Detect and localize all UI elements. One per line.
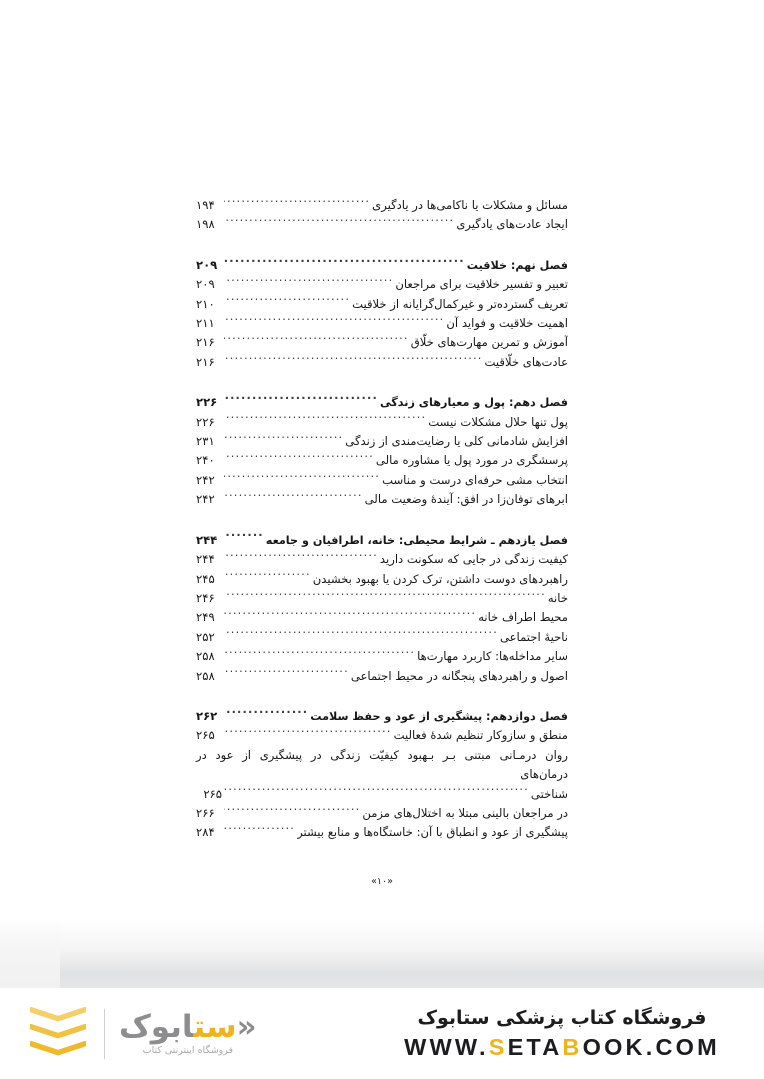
url-segment: ETA bbox=[507, 1034, 563, 1061]
toc-leader-dots bbox=[224, 649, 415, 661]
toc-entry-title: تعریف گسترده‌تر و غیرکمال‌گرایانه از خلاقیت bbox=[352, 296, 568, 311]
toc-entry[interactable] bbox=[196, 413, 568, 432]
toc-page-number: ۲۵۲ bbox=[196, 629, 215, 644]
toc-leader-dots bbox=[224, 610, 476, 622]
toc-group-spacer bbox=[196, 510, 568, 531]
wordmark-letter: ا bbox=[181, 1008, 194, 1045]
toc-entry[interactable] bbox=[196, 647, 568, 666]
toc-page-number: ۱۹۸ bbox=[196, 217, 215, 232]
toc-page-number: ۲۴۴ bbox=[196, 532, 218, 547]
guillemet-icon: « bbox=[236, 1008, 257, 1045]
page-bottom-shadow bbox=[0, 918, 764, 988]
toc-entry-title: اهمیت خلاقیت و فواید آن bbox=[446, 316, 568, 331]
toc-leader-dots bbox=[224, 825, 295, 837]
toc-entry[interactable] bbox=[196, 490, 568, 509]
toc-entry-title: پرسشگری در مورد پول یا مشاوره مالی bbox=[375, 453, 568, 468]
toc-leader-dots bbox=[224, 395, 378, 406]
toc-entry[interactable] bbox=[196, 275, 568, 294]
toc-page-number: ۲۵۸ bbox=[196, 668, 215, 683]
toc-entry-title: در مراجعان بالینی مبتلا به اختلال‌های مزمن bbox=[362, 805, 568, 820]
toc-entry-title: عادت‌های خلّاقیت bbox=[484, 354, 568, 369]
toc-leader-dots bbox=[224, 277, 393, 289]
toc-entry-title: منطق و سازوکار تنظیم شدۀ فعالیت bbox=[393, 728, 568, 743]
toc-page-number: ۲۴۲ bbox=[196, 492, 215, 507]
wordmark-letter: ک bbox=[119, 1008, 151, 1045]
toc-page-number: ۲۴۶ bbox=[196, 590, 215, 605]
toc-page-number: ۲۱۱ bbox=[196, 316, 215, 331]
toc-entry[interactable] bbox=[196, 608, 568, 627]
toc-page-number: ۲۴۵ bbox=[196, 571, 215, 586]
toc-entry-title-continued: شناختی bbox=[530, 786, 568, 801]
toc-chapter-entry[interactable] bbox=[196, 256, 568, 275]
toc-entry[interactable] bbox=[196, 353, 568, 372]
logo-divider bbox=[104, 1009, 105, 1059]
banner-tagline: فروشگاه کتاب پزشکی ستابوک bbox=[417, 1006, 707, 1029]
toc-entry[interactable] bbox=[196, 314, 568, 333]
banner-website-url[interactable] bbox=[380, 1034, 744, 1061]
toc-entry[interactable] bbox=[196, 550, 568, 569]
wordmark-letter: و bbox=[150, 1008, 171, 1045]
toc-page-number: ۲۰۹ bbox=[196, 257, 218, 272]
toc-leader-dots bbox=[224, 492, 363, 504]
toc-leader-dots bbox=[224, 552, 378, 564]
toc-leader-dots bbox=[224, 590, 546, 602]
toc-entry[interactable] bbox=[196, 295, 568, 314]
toc-entry-title: خانه bbox=[547, 590, 568, 605]
url-segment: WWW. bbox=[404, 1034, 489, 1061]
toc-entry[interactable] bbox=[196, 451, 568, 470]
toc-leader-dots bbox=[224, 571, 311, 583]
url-segment: OOK.COM bbox=[582, 1034, 720, 1061]
toc-chapter-title: فصل دهم: پول و معیارهای زندگی bbox=[379, 396, 568, 410]
toc-entry[interactable] bbox=[196, 333, 568, 352]
toc-group-spacer bbox=[196, 372, 568, 393]
toc-page-number: ۲۶۵ bbox=[196, 728, 215, 743]
toc-page-number: ۱۹۴ bbox=[196, 198, 215, 212]
toc-page-number: ۲۰۹ bbox=[196, 277, 215, 292]
toc-entry[interactable] bbox=[196, 726, 568, 745]
logo-subtitle: فروشگاه اینترنتی کتاب bbox=[142, 1045, 234, 1057]
toc-entry[interactable] bbox=[196, 196, 568, 215]
toc-entry-title: پیشگیری از عود و انطباق با آن: خاستگاه‌ها و منابع بیشتر bbox=[297, 825, 568, 840]
toc-leader-dots bbox=[224, 315, 444, 327]
toc-page-number: ۲۴۴ bbox=[196, 552, 215, 567]
toc-leader-dots bbox=[224, 805, 360, 817]
toc-leader-dots bbox=[224, 728, 392, 740]
toc-leader-dots bbox=[224, 197, 370, 209]
toc-entry[interactable] bbox=[196, 746, 568, 804]
toc-leader-dots bbox=[224, 217, 454, 229]
toc-entry-title: روان درمـانی مبتنی بـر بـهبود کیفیّت زندگی در پیشگیری از عود در درمان‌های bbox=[196, 747, 568, 782]
page-folio: «۱۰» bbox=[371, 876, 393, 887]
toc-leader-dots bbox=[224, 453, 374, 465]
toc-entry[interactable] bbox=[196, 589, 568, 608]
toc-entry-title: آموزش و تمرین مهارت‌های خلّاق bbox=[410, 335, 568, 350]
toc-page-number: ۲۲۶ bbox=[196, 414, 215, 429]
wordmark-letter: ب bbox=[170, 1008, 182, 1045]
url-highlight-letter: S bbox=[488, 1034, 508, 1061]
logo-wordmark-text bbox=[119, 1009, 237, 1045]
wordmark-letter: ت bbox=[193, 1008, 207, 1045]
toc-leader-dots bbox=[224, 335, 409, 347]
logo-wordmark bbox=[119, 1008, 257, 1045]
toc-leader-dots bbox=[224, 629, 498, 641]
toc-leader-dots bbox=[224, 296, 350, 308]
toc-page-number: ۲۶۶ bbox=[196, 805, 215, 820]
toc-page-number: ۲۴۹ bbox=[196, 610, 215, 625]
toc-entry-title: کیفیت زندگی در جایی که سکونت دارید bbox=[379, 552, 568, 567]
toc-page-number: ۲۶۵ bbox=[203, 786, 222, 801]
toc-leader-dots bbox=[224, 786, 529, 798]
toc-entry[interactable] bbox=[196, 570, 568, 589]
toc-group bbox=[196, 707, 568, 843]
toc-leader-dots bbox=[224, 433, 343, 445]
toc-entry-title: پول تنها حلال مشکلات نیست bbox=[428, 414, 568, 429]
toc-entry[interactable] bbox=[196, 804, 568, 823]
banner-text-block bbox=[380, 1006, 764, 1062]
toc-group-spacer bbox=[196, 235, 568, 256]
banner-logo-block bbox=[0, 1003, 380, 1065]
toc-entry-title: اصول و راهبردهای پنجگانه در محیط اجتماعی bbox=[350, 668, 568, 683]
toc-page-number: ۲۶۲ bbox=[196, 708, 218, 723]
toc-leader-dots bbox=[224, 258, 465, 269]
toc-entry-title: محیط اطراف خانه bbox=[478, 610, 568, 625]
toc-entry[interactable] bbox=[196, 215, 568, 234]
toc-entry[interactable] bbox=[196, 471, 568, 490]
toc-entry[interactable] bbox=[196, 628, 568, 647]
toc-entry[interactable] bbox=[196, 432, 568, 451]
toc-entry-title: افزایش شادمانی کلی یا رضایت‌مندی از زندگی bbox=[345, 434, 568, 449]
setabook-banner bbox=[0, 988, 764, 1079]
wordmark-letter: س bbox=[206, 1008, 237, 1045]
toc-page-number: ۲۲۶ bbox=[196, 395, 218, 410]
toc-page-number: ۲۵۸ bbox=[196, 649, 215, 664]
toc-page-number: ۲۱۰ bbox=[196, 296, 215, 311]
toc-entry[interactable] bbox=[196, 667, 568, 686]
toc-entry-title: انتخاب مشی حرفه‌ای درست و مناسب bbox=[382, 472, 568, 487]
toc-group bbox=[196, 393, 568, 509]
logo-wordmark-block bbox=[119, 1008, 257, 1057]
toc-chapter-entry[interactable] bbox=[196, 707, 568, 726]
toc-page-number: ۲۱۶ bbox=[196, 335, 215, 350]
chevron-logo-icon bbox=[26, 1003, 90, 1065]
toc-chapter-title: فصل یازدهم ـ شرایط محیطی: خانه، اطرافیان و جامعه bbox=[265, 533, 568, 547]
toc-chapter-title: فصل دوازدهم: پیشگیری از عود و حفظ سلامت bbox=[310, 709, 568, 723]
toc-entry-title: سایر مداخله‌ها: کاربرد مهارت‌ها bbox=[417, 649, 568, 664]
toc-page-number: ۲۸۴ bbox=[196, 825, 215, 840]
toc-entry[interactable] bbox=[196, 823, 568, 842]
toc-group-spacer bbox=[196, 686, 568, 707]
toc-leader-dots bbox=[224, 709, 308, 720]
toc-chapter-entry[interactable] bbox=[196, 393, 568, 412]
toc-chapter-entry[interactable] bbox=[196, 531, 568, 550]
toc-leader-dots bbox=[224, 533, 264, 544]
toc-group bbox=[196, 256, 568, 372]
toc-entry-title: راهبردهای دوست داشتن، ترک کردن یا بهبود بخشیدن bbox=[312, 571, 568, 586]
toc-leader-dots bbox=[224, 354, 483, 366]
toc-leader-dots bbox=[224, 668, 349, 680]
toc-leader-dots bbox=[224, 472, 380, 484]
toc-group bbox=[196, 531, 568, 686]
toc-entry-title: ایجاد عادت‌های یادگیری bbox=[456, 217, 568, 232]
table-of-contents bbox=[196, 196, 568, 843]
toc-page-number: ۲۴۲ bbox=[196, 472, 215, 487]
toc-entry-title: ناحیۀ اجتماعی bbox=[499, 629, 568, 644]
toc-page-number: ۲۱۶ bbox=[196, 354, 215, 369]
toc-entry-title: ابرهای توفان‌زا در افق: آیندۀ وضعیت مالی bbox=[364, 492, 568, 507]
toc-entry-title: مسائل و مشکلات یا ناکامی‌ها در یادگیری bbox=[372, 198, 568, 212]
page-bottom-shadow-side bbox=[0, 918, 60, 988]
toc-page-number: ۲۴۰ bbox=[196, 453, 215, 468]
toc-leader-dots bbox=[224, 414, 426, 426]
url-highlight-letter: B bbox=[562, 1034, 583, 1061]
toc-group bbox=[196, 196, 568, 235]
toc-page-number: ۲۳۱ bbox=[196, 434, 215, 449]
toc-entry-title: تعبیر و تفسیر خلاقیت برای مراجعان bbox=[395, 277, 568, 292]
toc-chapter-title: فصل نهم: خلاقیت bbox=[466, 258, 568, 272]
